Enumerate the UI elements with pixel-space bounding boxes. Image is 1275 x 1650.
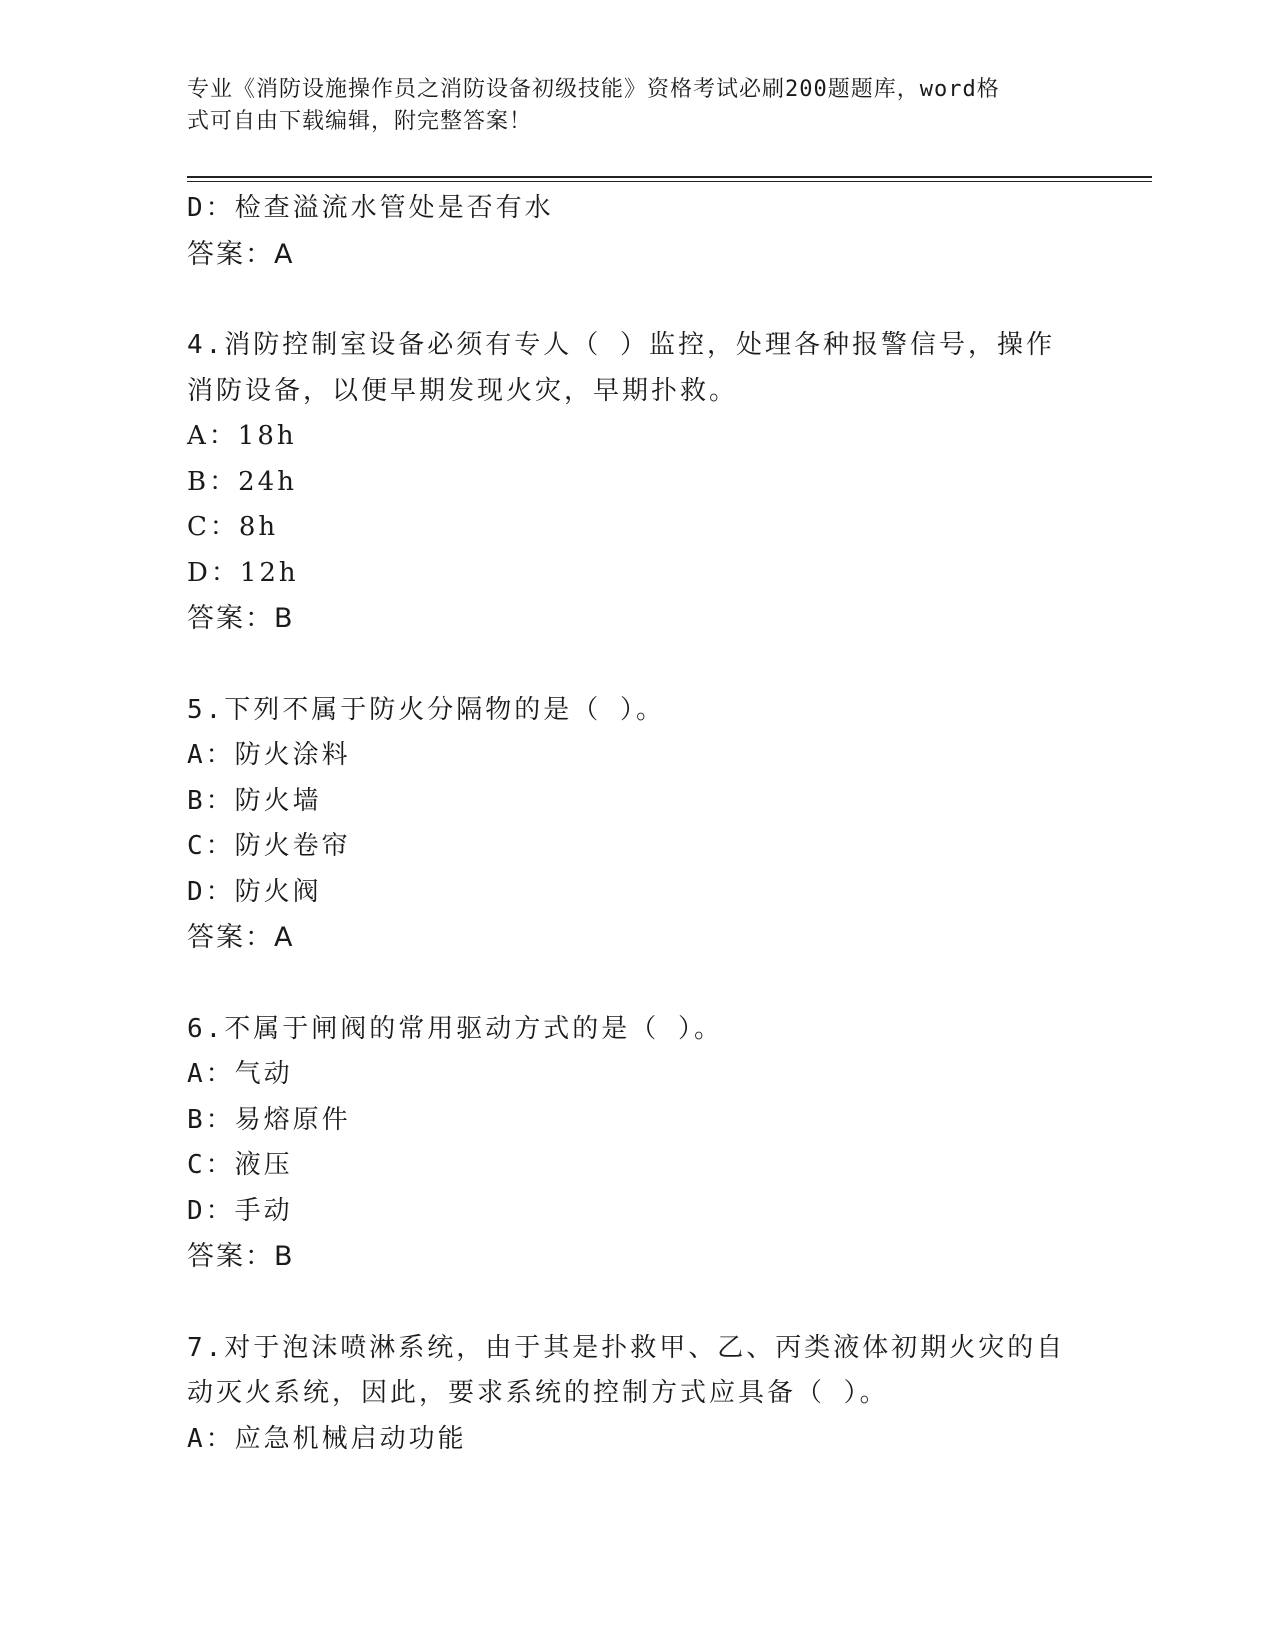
option-b: B：防火墙 — [187, 785, 322, 816]
question-4 — [187, 323, 1087, 642]
option-c: C：液压 — [187, 1150, 293, 1180]
question-stem-continued: 动灭火系统，因此，要求系统的控制方式应具备（ ）。 — [187, 1378, 889, 1408]
option-b: B：24h — [187, 466, 297, 497]
question-3-tail — [187, 186, 1087, 277]
option-d: D：检查溢流水管处是否有水 — [187, 193, 554, 223]
spacer — [187, 1280, 1087, 1326]
spacer — [187, 642, 1087, 688]
document-header — [187, 74, 1067, 138]
spacer — [187, 961, 1087, 1007]
header-title-line-2: 式可自由下载编辑，附完整答案！ — [187, 109, 533, 134]
question-stem: 6.不属于闸阀的常用驱动方式的是（ ）。 — [187, 1013, 723, 1044]
question-stem: 4.消防控制室设备必须有专人（ ）监控，处理各种报警信号，操作 — [187, 330, 1055, 360]
question-5 — [187, 688, 1087, 961]
answer-line: 答案：A — [187, 922, 295, 953]
question-stem-continued: 消防设备，以便早期发现火灾，早期扑救。 — [187, 375, 739, 406]
header-title-line-1: 专业《消防设施操作员之消防设备初级技能》资格考试必刷200题题库，word格 — [187, 77, 1000, 102]
header-divider-thin — [187, 181, 1152, 182]
option-b: B：易熔原件 — [187, 1104, 351, 1135]
option-d: D：防火阀 — [187, 876, 322, 907]
answer-line: 答案：A — [187, 238, 295, 270]
answer-line: 答案：B — [187, 1241, 295, 1272]
option-a: A：防火涂料 — [187, 740, 351, 770]
spacer — [187, 277, 1087, 323]
header-divider-thick — [187, 176, 1152, 178]
option-a: A：应急机械启动功能 — [187, 1423, 467, 1454]
question-list — [187, 186, 1087, 1462]
question-7 — [187, 1326, 1087, 1463]
option-a: A：气动 — [187, 1059, 293, 1089]
option-d: D：手动 — [187, 1195, 293, 1226]
option-c: C：8h — [187, 512, 279, 542]
question-stem: 5.下列不属于防火分隔物的是（ ）。 — [187, 694, 665, 725]
option-c: C：防火卷帘 — [187, 831, 351, 861]
question-6 — [187, 1007, 1087, 1280]
option-d: D：12h — [187, 557, 299, 588]
option-a: A：18h — [187, 421, 297, 451]
question-stem: 7.对于泡沫喷淋系统，由于其是扑救甲、乙、丙类液体初期火灾的自 — [187, 1332, 1066, 1363]
answer-line: 答案：B — [187, 603, 295, 634]
